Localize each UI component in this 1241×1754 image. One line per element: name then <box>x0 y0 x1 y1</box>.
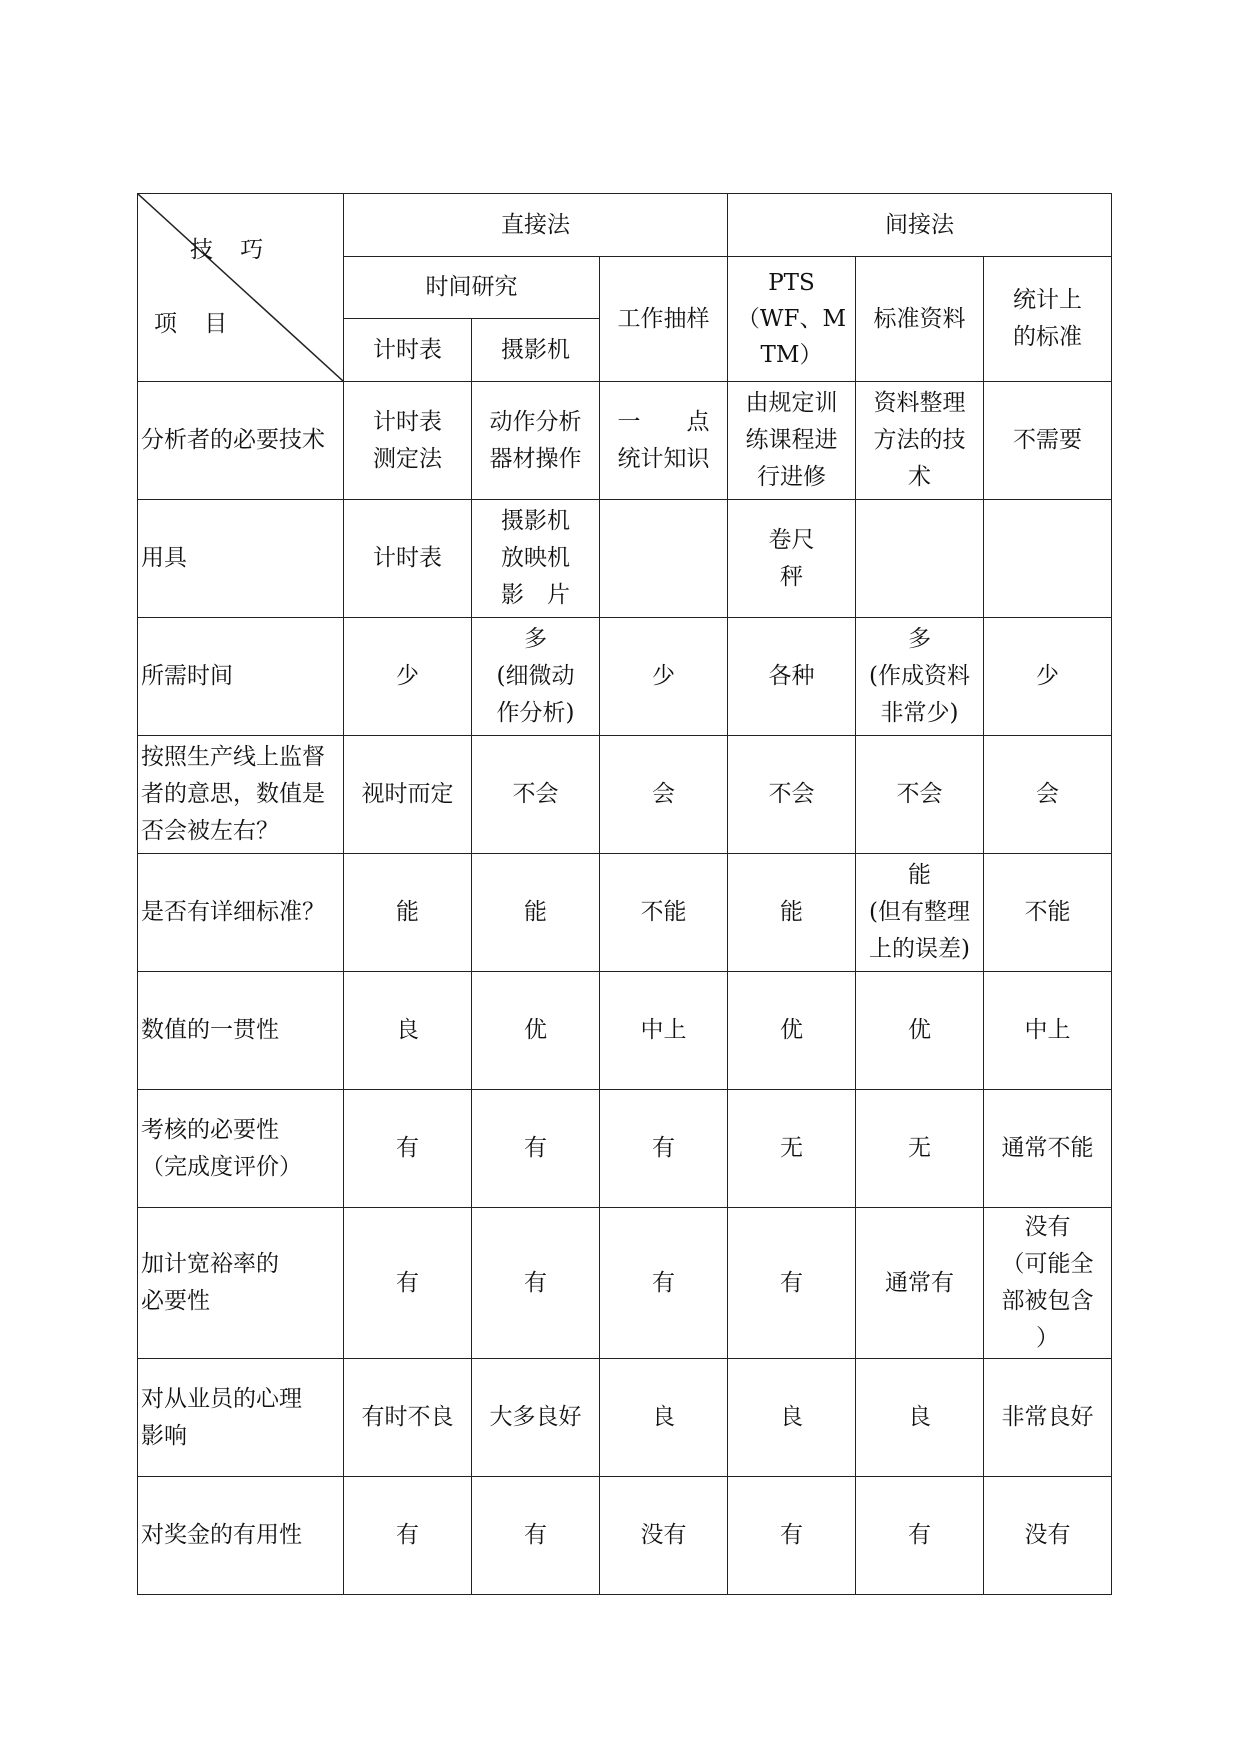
cell-line: 会 <box>1036 781 1059 807</box>
cell-line: 有 <box>652 1135 675 1161</box>
cell-line: 不能 <box>1024 899 1071 925</box>
table-cell <box>856 972 984 1090</box>
cell-line: 优 <box>524 1017 547 1043</box>
table-cell <box>728 854 856 972</box>
cell-line: 有 <box>396 1135 419 1161</box>
row-label <box>138 1359 344 1477</box>
cell-line: 不需要 <box>1013 427 1082 453</box>
table-cell <box>856 1477 984 1595</box>
table-cell <box>344 972 472 1090</box>
cell-line: 优 <box>908 1017 931 1043</box>
header-pts-line: PTS <box>768 270 815 296</box>
table-cell <box>856 1359 984 1477</box>
table-cell <box>600 1090 728 1208</box>
table-cell <box>984 618 1112 736</box>
table-cell <box>984 854 1112 972</box>
cell-line: 部被包含 <box>1001 1288 1094 1314</box>
cell-line: 中上 <box>640 1017 687 1043</box>
cell-line: 少 <box>396 663 419 689</box>
cell-line: 有 <box>780 1522 803 1548</box>
table-cell <box>984 1090 1112 1208</box>
table-cell <box>600 1359 728 1477</box>
table-cell <box>472 1090 600 1208</box>
cell-line: (细微动 <box>496 663 575 689</box>
table-cell <box>472 1359 600 1477</box>
cell-line: 良 <box>652 1404 675 1430</box>
table-cell <box>472 382 600 500</box>
row-label-line: 者的意思，数值是 <box>141 781 325 807</box>
cell-line: 能 <box>780 899 803 925</box>
cell-line: 中上 <box>1024 1017 1071 1043</box>
table-cell <box>344 618 472 736</box>
cell-line: 多 <box>908 626 931 652</box>
row-label-line: 影响 <box>141 1422 187 1449</box>
cell-line: 少 <box>1036 663 1059 689</box>
table-cell <box>728 1477 856 1595</box>
table-cell <box>984 1208 1112 1359</box>
table-cell <box>472 1208 600 1359</box>
cell-line: 不会 <box>768 781 815 807</box>
header-pts <box>728 257 856 382</box>
row-label <box>138 618 344 736</box>
table-row <box>138 1208 1112 1359</box>
header-statistical-line: 统计上 <box>1013 287 1082 313</box>
table-body <box>138 382 1112 1595</box>
table-cell <box>472 736 600 854</box>
table-cell <box>856 854 984 972</box>
row-label <box>138 854 344 972</box>
row-label-line: 考核的必要性 <box>141 1116 279 1143</box>
row-label <box>138 500 344 618</box>
cell-line: 良 <box>396 1017 419 1043</box>
header-indirect-method: 间接法 <box>728 194 1112 257</box>
row-label-line: 按照生产线上监督 <box>141 744 325 770</box>
cell-line: 能 <box>908 862 931 888</box>
cell-line: 无 <box>908 1135 931 1161</box>
table-cell <box>472 972 600 1090</box>
cell-line: 有 <box>780 1269 803 1296</box>
table-cell <box>984 1359 1112 1477</box>
cell-line: 大多良好 <box>489 1404 582 1430</box>
table-row <box>138 854 1112 972</box>
table-row <box>138 382 1112 500</box>
table-cell <box>600 854 728 972</box>
cell-line: 多 <box>524 626 547 652</box>
table-cell <box>856 1208 984 1359</box>
cell-line: 通常有 <box>885 1269 954 1296</box>
cell-line: 秤 <box>780 563 803 590</box>
table-cell <box>984 972 1112 1090</box>
cell-line: 会 <box>652 781 675 807</box>
cell-line: 不会 <box>512 781 559 807</box>
table-row <box>138 1359 1112 1477</box>
cell-line: 非常良好 <box>1001 1404 1094 1430</box>
cell-line: 无 <box>780 1135 803 1161</box>
cell-line: 非常少) <box>880 700 959 726</box>
table-cell <box>728 382 856 500</box>
work-measurement-comparison-table <box>137 193 1112 1595</box>
table-cell <box>344 1359 472 1477</box>
table-cell <box>600 736 728 854</box>
table-cell <box>728 972 856 1090</box>
table-cell <box>856 736 984 854</box>
row-label-line: 数值的一贯性 <box>141 1017 279 1043</box>
row-label-line: 用具 <box>141 545 187 571</box>
diagonal-divider <box>138 194 343 381</box>
table-row <box>138 736 1112 854</box>
header-standard-data: 标准资料 <box>856 257 984 382</box>
cell-line: （可能全 <box>1001 1251 1094 1277</box>
table-cell <box>600 1477 728 1595</box>
header-statistical-standard <box>984 257 1112 382</box>
cell-line: (但有整理 <box>869 899 970 925</box>
cell-line: 有 <box>396 1269 419 1296</box>
cell-line: 良 <box>908 1404 931 1430</box>
cell-line: ） <box>1036 1325 1059 1351</box>
table-row <box>138 1090 1112 1208</box>
comparison-table-sheet <box>137 193 1112 1595</box>
table-cell <box>472 854 600 972</box>
table-cell <box>344 382 472 500</box>
row-label-line: 对奖金的有用性 <box>141 1522 302 1548</box>
table-cell <box>856 618 984 736</box>
cell-line: 不能 <box>640 899 687 925</box>
cell-line: 通常不能 <box>1001 1135 1094 1161</box>
table-cell <box>728 1090 856 1208</box>
cell-line: 作分析) <box>496 700 575 726</box>
cell-line: 有 <box>524 1269 547 1296</box>
table-row <box>138 972 1112 1090</box>
cell-line: 少 <box>652 663 675 689</box>
table-cell <box>856 500 984 618</box>
cell-line: 动作分析 <box>489 408 582 435</box>
row-label-line: 是否有详细标准？ <box>141 899 325 925</box>
row-label <box>138 1477 344 1595</box>
row-label <box>138 1208 344 1359</box>
cell-line: 有 <box>396 1522 419 1548</box>
table-cell <box>856 382 984 500</box>
table-cell <box>344 736 472 854</box>
cell-line: 计时表 <box>373 408 442 435</box>
table-cell <box>600 618 728 736</box>
table-cell <box>600 972 728 1090</box>
table-row <box>138 1477 1112 1595</box>
cell-line: 测定法 <box>373 445 442 472</box>
table-cell <box>344 1208 472 1359</box>
cell-line: 有 <box>652 1269 675 1296</box>
table-cell <box>600 382 728 500</box>
row-label-line: 所需时间 <box>141 663 233 689</box>
header-work-sampling: 工作抽样 <box>600 257 728 382</box>
corner-item-label: 项 目 <box>154 311 238 337</box>
cell-line: 行进修 <box>757 464 826 490</box>
table-cell <box>728 618 856 736</box>
header-stopwatch: 计时表 <box>344 319 472 382</box>
table-row <box>138 618 1112 736</box>
cell-line: 一 点 <box>617 408 710 435</box>
cell-line: 各种 <box>768 663 815 689</box>
cell-line: 上的误差) <box>869 936 970 962</box>
table-cell <box>344 500 472 618</box>
table-cell <box>600 500 728 618</box>
table-cell <box>984 382 1112 500</box>
cell-line: 有 <box>908 1522 931 1548</box>
cell-line: 优 <box>780 1017 803 1043</box>
table-cell <box>984 500 1112 618</box>
table-cell <box>728 736 856 854</box>
cell-line: (作成资料 <box>869 663 970 689</box>
cell-line: 放映机 <box>501 545 570 571</box>
cell-line: 良 <box>780 1404 803 1430</box>
cell-line: 计时表 <box>373 545 442 571</box>
cell-line: 视时而定 <box>361 781 454 807</box>
header-direct-method: 直接法 <box>344 194 728 257</box>
table-cell <box>728 500 856 618</box>
table-cell <box>472 618 600 736</box>
row-label-line: 对从业员的心理 <box>141 1385 302 1412</box>
row-label <box>138 972 344 1090</box>
header-pts-line: TM） <box>760 342 823 368</box>
cell-line: 没有 <box>1024 1214 1071 1240</box>
cell-line: 练课程进 <box>745 427 838 453</box>
table-cell <box>728 1359 856 1477</box>
cell-line: 资料整理 <box>873 390 966 416</box>
cell-line: 术 <box>908 464 931 490</box>
row-label-line: 分析者的必要技术 <box>141 427 325 453</box>
row-label-line: 加计宽裕率的 <box>141 1251 279 1277</box>
header-time-study: 时间研究 <box>344 257 600 319</box>
corner-technique-label: 技 巧 <box>190 237 274 263</box>
row-label-line: 否会被左右？ <box>141 818 279 844</box>
table-cell <box>472 500 600 618</box>
cell-line: 能 <box>396 899 419 925</box>
cell-line: 有 <box>524 1522 547 1548</box>
row-label-line: 必要性 <box>141 1288 210 1314</box>
row-label-line: （完成度评价） <box>141 1153 302 1180</box>
cell-line: 卷尺 <box>768 526 815 553</box>
cell-line: 影 片 <box>501 582 570 608</box>
header-camera: 摄影机 <box>472 319 600 382</box>
table-cell <box>472 1477 600 1595</box>
cell-line: 方法的技 <box>873 427 966 453</box>
cell-line: 器材操作 <box>489 445 582 472</box>
row-label <box>138 1090 344 1208</box>
cell-line: 摄影机 <box>501 508 570 534</box>
header-pts-line: （WF、M <box>736 306 847 332</box>
header-statistical-line: 的标准 <box>1013 324 1082 350</box>
cell-line: 有时不良 <box>361 1404 454 1430</box>
cell-line: 能 <box>524 899 547 925</box>
cell-line: 统计知识 <box>617 445 710 472</box>
cell-line: 有 <box>524 1135 547 1161</box>
cell-line: 没有 <box>640 1522 687 1548</box>
table-cell <box>600 1208 728 1359</box>
row-label <box>138 382 344 500</box>
corner-header-cell <box>138 194 344 382</box>
table-cell <box>344 854 472 972</box>
table-cell <box>984 736 1112 854</box>
table-cell <box>344 1090 472 1208</box>
table-cell <box>728 1208 856 1359</box>
cell-line: 没有 <box>1024 1522 1071 1548</box>
cell-line: 由规定训 <box>745 390 838 416</box>
table-cell <box>344 1477 472 1595</box>
table-row <box>138 500 1112 618</box>
row-label <box>138 736 344 854</box>
table-cell <box>856 1090 984 1208</box>
table-cell <box>984 1477 1112 1595</box>
cell-line: 不会 <box>896 781 943 807</box>
